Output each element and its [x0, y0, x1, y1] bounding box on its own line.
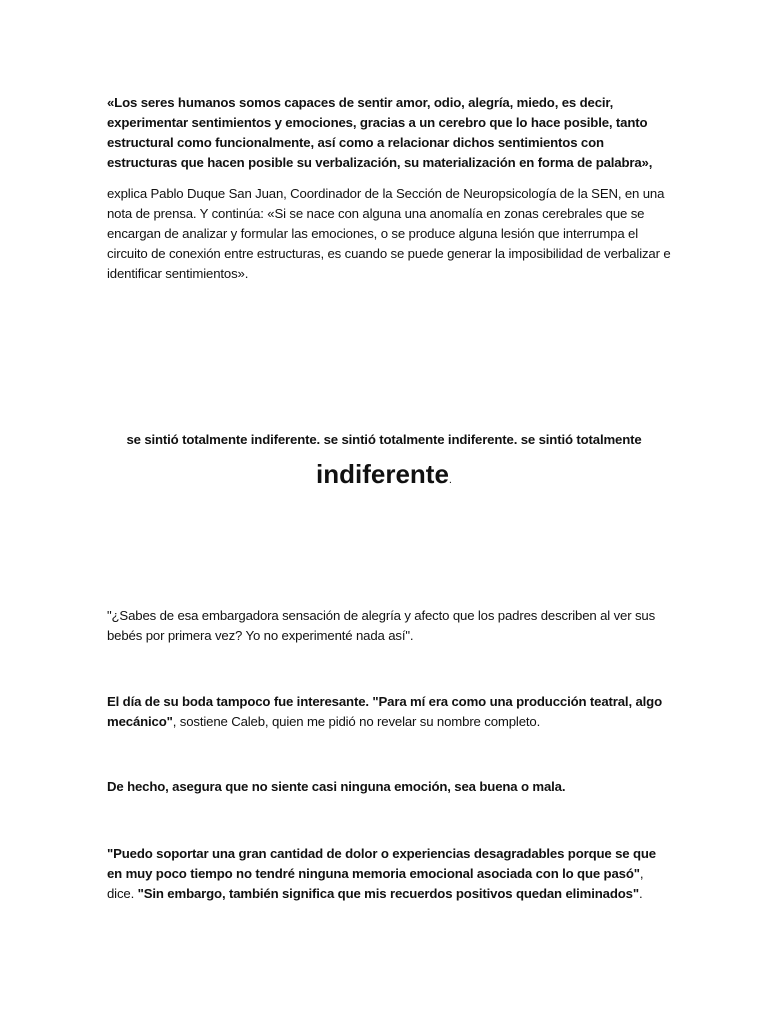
explica-paragraph: explica Pablo Duque San Juan, Coordinador de la Sección de Neuropsicología de la SEN, en una nota de prensa. Y continúa: «Si se nace con alguna una anomalía en zonas cerebrales que se encargan de analizar y formular las emociones, o se produce alguna lesión que interrumpa el circuito de conexión entre estructuras, es cuando se puede generar la imposibilidad de verbalizar e identificar sentimientos». [107, 186, 671, 281]
soportar-period: . [638, 886, 643, 901]
sabes-paragraph: "¿Sabes de esa embargadora sensación de alegría y afecto que los padres describen al ver sus bebés por primera vez? Yo no experimenté nada así". [107, 608, 656, 643]
soportar-dice: , dice. [107, 866, 644, 901]
indiferente-heading [0, 454, 768, 500]
hecho-paragraph: De hecho, asegura que no siente casi ninguna emoción, sea buena o mala. [107, 779, 566, 794]
indiferente-period: . [448, 474, 452, 486]
boda-part-1: El día de su boda tampoco fue interesante. [107, 694, 373, 709]
indiferente-big-word: indiferente [316, 459, 449, 489]
soportar-quote-1: "Puedo soportar una gran cantidad de dolor o experiencias desagradables porque se que en muy poco tiempo no tendré ninguna memoria emocional asociada con lo que pasó" [107, 846, 656, 881]
boda-part-3: , sostiene Caleb, quien me pidió no revelar su nombre completo. [172, 714, 541, 729]
boda-quote: "Para mí era como una producción teatral, algo mecánico" [107, 694, 662, 729]
soportar-paragraph [107, 844, 672, 904]
boda-paragraph [107, 692, 667, 732]
soportar-quote-2: "Sin embargo, también significa que mis recuerdos positivos quedan eliminados" [137, 886, 639, 901]
indiferente-repeated-line: se sintió totalmente indiferente. se sintió totalmente indiferente. se sintió totalmente [126, 432, 642, 447]
opening-quote-paragraph: «Los seres humanos somos capaces de sentir amor, odio, alegría, miedo, es decir, experimentar sentimientos y emociones, gracias a un cerebro que lo hace posible, tanto estructural como funcionalmente, así como a relacionar dichos sentimientos con estructuras que hacen posible su verbalización, su materialización en forma de palabra», [107, 95, 653, 170]
